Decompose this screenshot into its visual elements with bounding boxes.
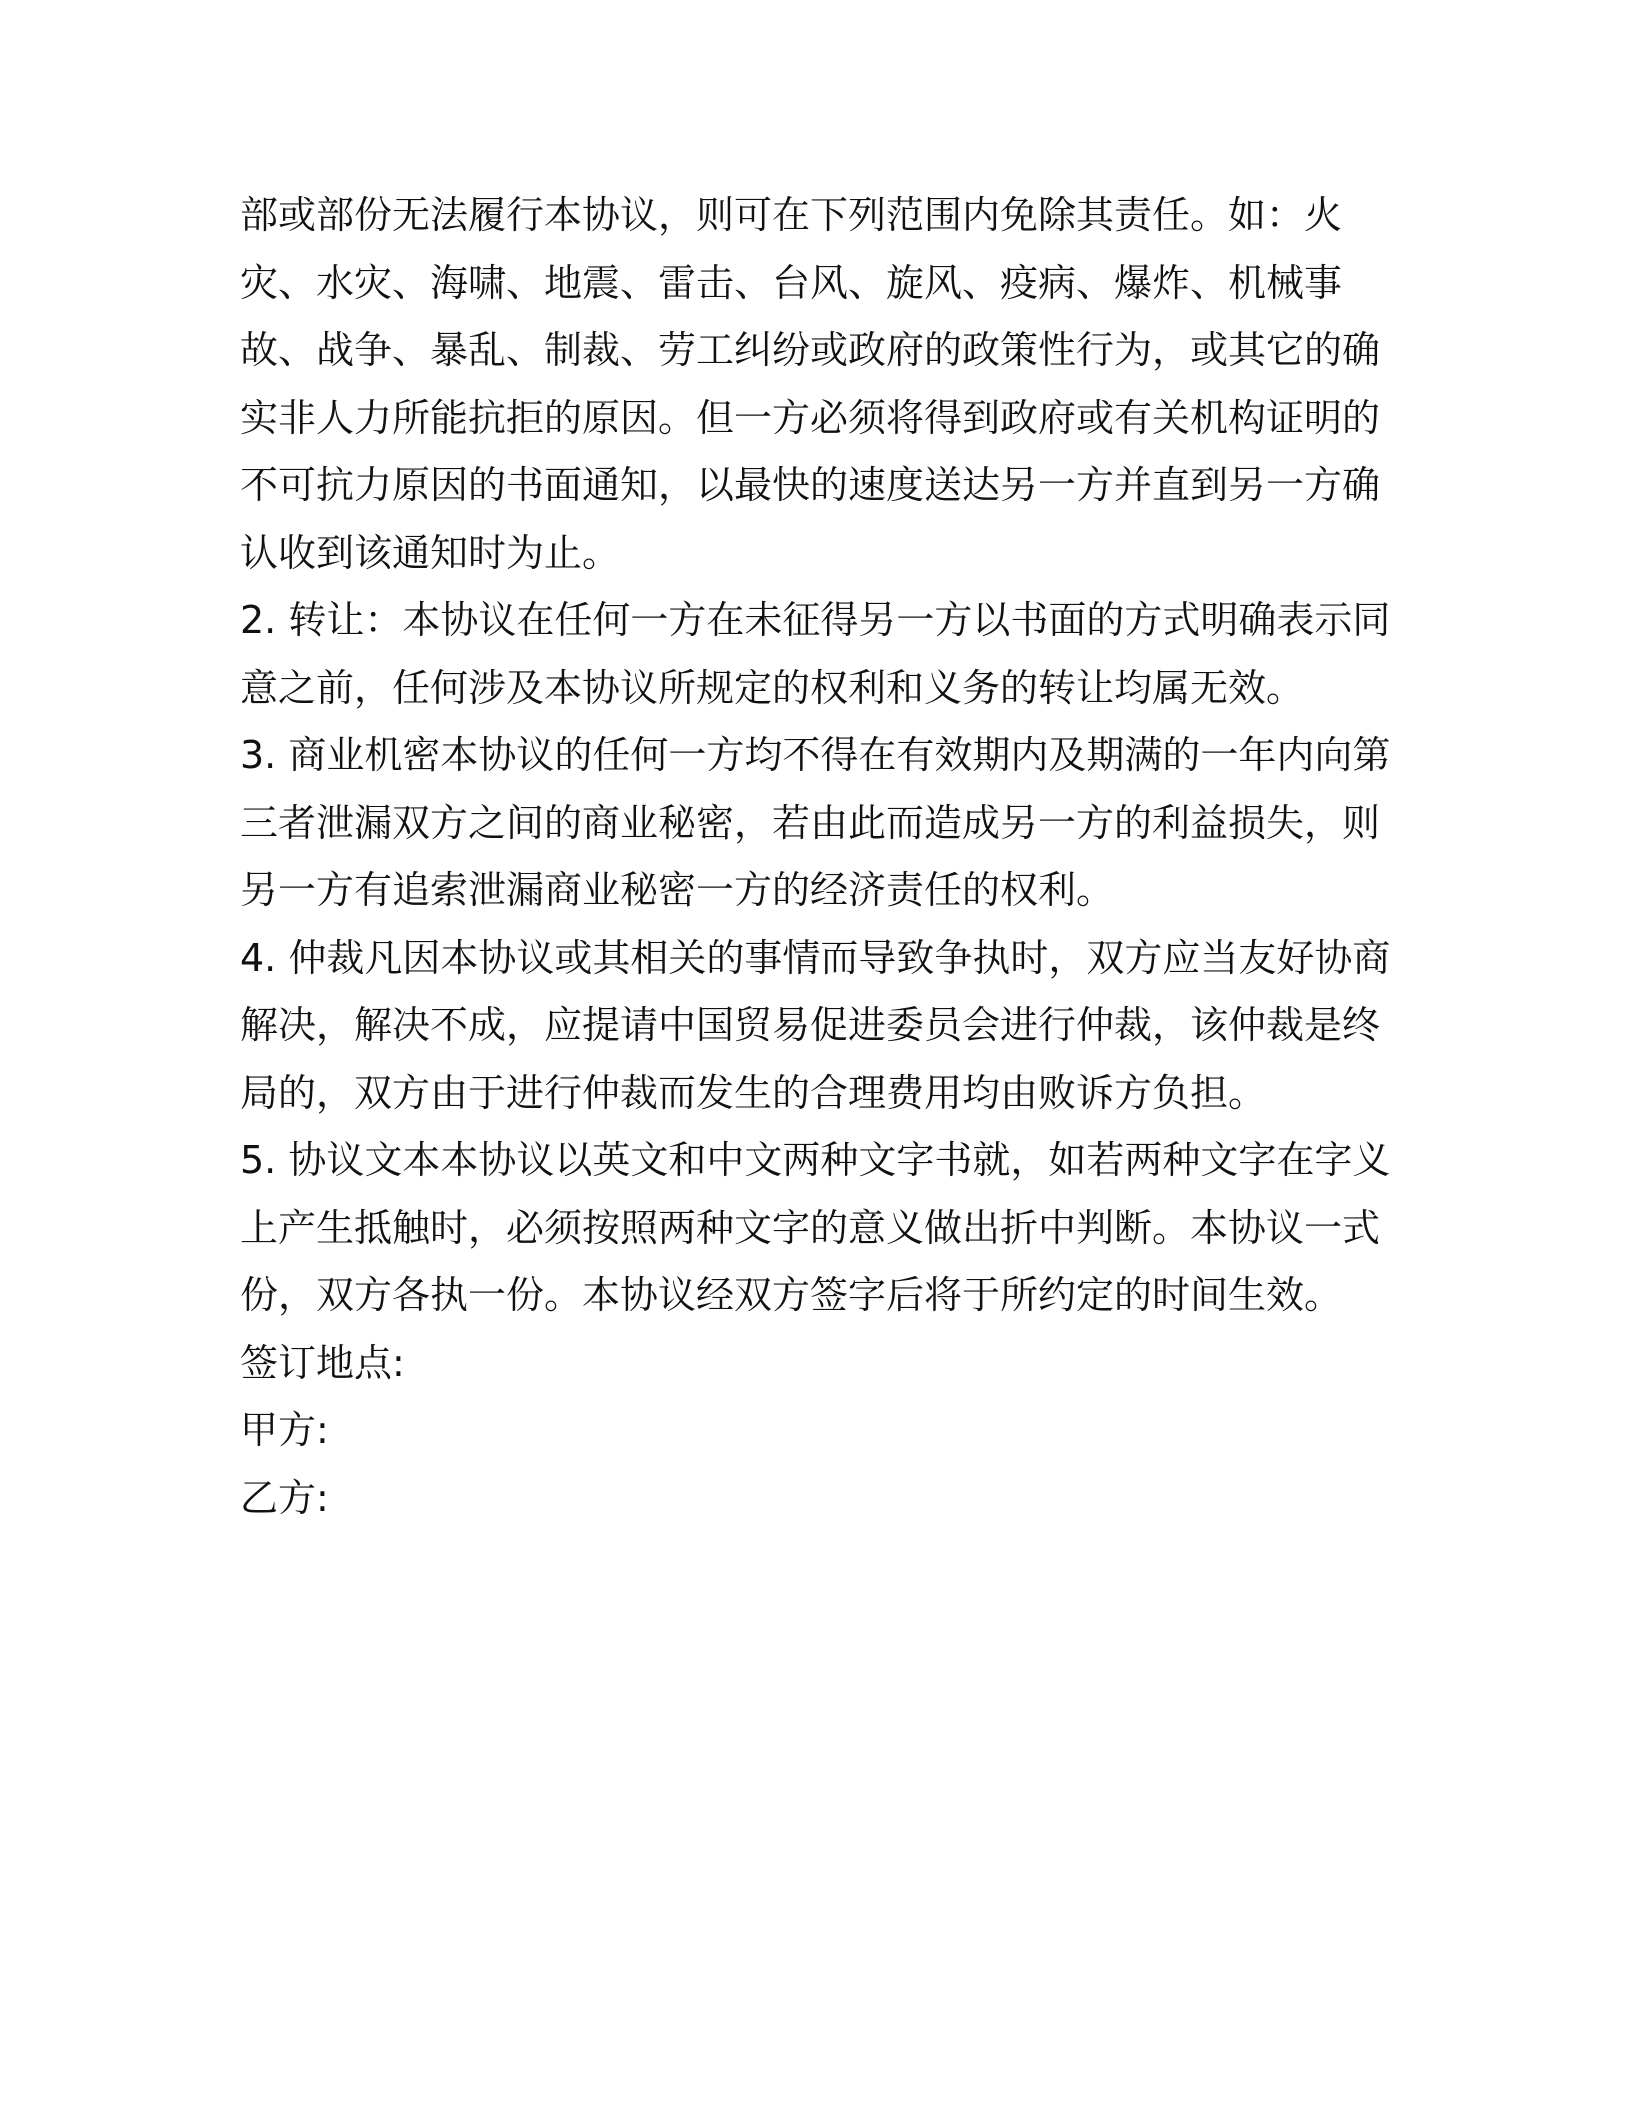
signing-place-label: 签订地点: — [240, 1340, 405, 1385]
paragraph-transfer: 2. 转让：本协议在任何一方在未征得另一方以书面的方式明确表示同意之前，任何涉及本协议所规定的权利和义务的转让均属无效。 — [240, 598, 1391, 710]
party-b-label: 乙方: — [240, 1475, 329, 1520]
paragraph-arbitration: 4. 仲裁凡因本协议或其相关的事情而导致争执时，双方应当友好协商解决，解决不成，应提请中国贸易促进委员会进行仲裁，该仲裁是终局的，双方由于进行仲裁而发生的合理费用均由败诉方负担。 — [240, 935, 1391, 1115]
document-body — [240, 182, 1400, 1532]
paragraph-force-majeure: 部或部份无法履行本协议，则可在下列范围内免除其责任。如：火灾、水灾、海啸、地震、雷击、台风、旋风、疫病、爆炸、机械事故、战争、暴乱、制裁、劳工纠纷或政府的政策性行为，或其它的确实非人力所能抗拒的原因。但一方必须将得到政府或有关机构证明的不可抗力原因的书面通知，以最快的速度送达另一方并直到另一方确认收到该通知时为止。 — [240, 193, 1381, 575]
paragraph-agreement-text: 5. 协议文本本协议以英文和中文两种文字书就，如若两种文字在字义上产生抵触时，必须按照两种文字的意义做出折中判断。本协议一式份，双方各执一份。本协议经双方签字后将于所约定的时间生效。 — [240, 1138, 1391, 1317]
paragraph-confidentiality: 3. 商业机密本协议的任何一方均不得在有效期内及期满的一年内向第三者泄漏双方之间的商业秘密，若由此而造成另一方的利益损失，则另一方有追索泄漏商业秘密一方的经济责任的权利。 — [240, 733, 1391, 912]
party-a-label: 甲方: — [240, 1408, 329, 1452]
